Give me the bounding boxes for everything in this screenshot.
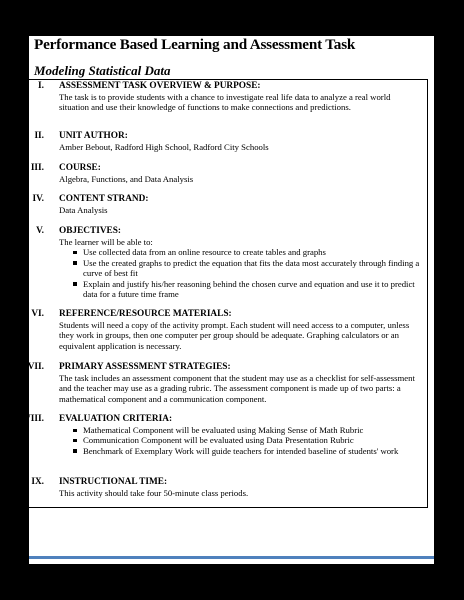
sections-box xyxy=(24,79,428,508)
section-heading: INSTRUCTIONAL TIME: xyxy=(59,477,168,487)
section-numeral: III. xyxy=(30,163,44,173)
section-numeral: IV. xyxy=(32,194,44,204)
section-numeral: VII. xyxy=(27,362,44,372)
section-numeral: V. xyxy=(36,226,44,236)
section-numeral: I. xyxy=(38,81,44,91)
section-numeral: VIII. xyxy=(24,414,44,424)
section-heading: PRIMARY ASSESSMENT STRATEGIES: xyxy=(59,362,231,372)
document-subtitle: Modeling Statistical Data xyxy=(34,63,171,78)
section-text: The task includes an assessment component that the student may use as a checklist for self-assessment and the teacher may use as a grading rubric. The assessment component is made up of two parts: a mathematical component and a communication component. xyxy=(59,373,415,404)
section-heading: OBJECTIVES: xyxy=(59,226,121,236)
section-heading: COURSE: xyxy=(59,163,101,173)
list-item: Use collected data from an online resource to create tables and graphs xyxy=(59,247,421,257)
section-text: The task is to provide students with a chance to investigate real life data to analyze a real world situation and use their knowledge of functions to make connections and predictions. xyxy=(59,92,391,113)
section-numeral: IX. xyxy=(31,477,44,487)
section-heading: REFERENCE/RESOURCE MATERIALS: xyxy=(59,309,232,319)
section-text: Amber Bebout, Radford High School, Radford City Schools xyxy=(59,142,269,152)
list-item: Explain and justify his/her reasoning behind the chosen curve and equation and use it to predict data for a future time frame xyxy=(59,279,421,300)
section-text: The learner will be able to: xyxy=(59,237,153,247)
criteria-list xyxy=(59,425,421,456)
objectives-list xyxy=(59,247,421,299)
list-item: Communication Component will be evaluated using Data Presentation Rubric xyxy=(59,435,421,445)
list-item: Use the created graphs to predict the equation that fits the data most accurately through finding a curve of best fit xyxy=(59,258,421,279)
section-numeral: II. xyxy=(34,131,44,141)
footer-bar xyxy=(29,556,434,559)
section-text: This activity should take four 50-minute class periods. xyxy=(59,488,249,498)
section-heading: UNIT AUTHOR: xyxy=(59,131,128,141)
section-text: Data Analysis xyxy=(59,205,108,215)
section-text: Students will need a copy of the activity prompt. Each student will need access to a computer, unless they work in groups, then one computer per group should be adequate. Graphing calculators or an equivalent application is necessary. xyxy=(59,320,410,351)
section-text: Algebra, Functions, and Data Analysis xyxy=(59,174,194,184)
section-heading: ASSESSMENT TASK OVERVIEW & PURPOSE: xyxy=(59,81,261,91)
section-numeral: VI. xyxy=(31,309,44,319)
document-title: Performance Based Learning and Assessment Task xyxy=(34,36,356,53)
list-item: Mathematical Component will be evaluated using Making Sense of Math Rubric xyxy=(59,425,421,435)
section-heading: EVALUATION CRITERIA: xyxy=(59,414,173,424)
document-page xyxy=(24,36,434,564)
list-item: Benchmark of Exemplary Work will guide teachers for intended baseline of students' work xyxy=(59,446,421,456)
section-heading: CONTENT STRAND: xyxy=(59,194,149,204)
